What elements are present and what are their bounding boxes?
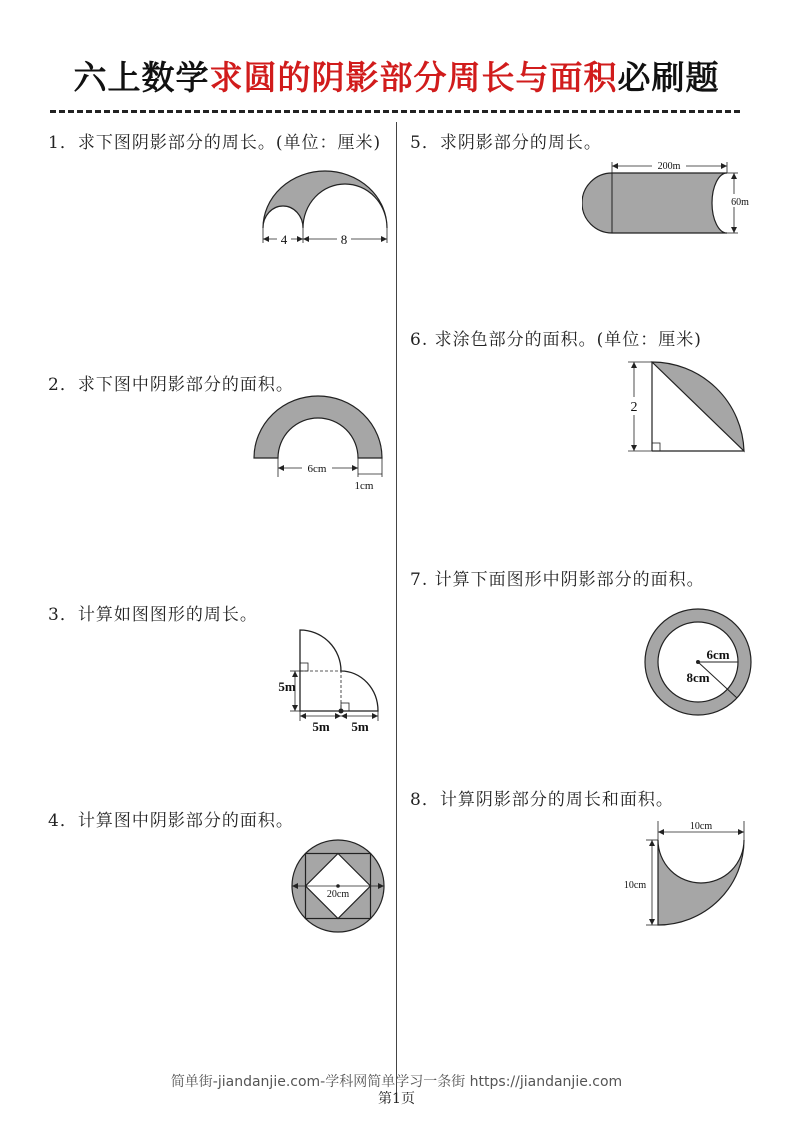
page-number: 第1页 bbox=[378, 1091, 415, 1107]
q5-label-60m: 60m bbox=[731, 197, 749, 208]
figure-5 bbox=[582, 155, 757, 240]
q2-label-6cm: 6cm bbox=[307, 463, 327, 475]
question-6-text: 6. 求涂色部分的面积。(单位：厘米) bbox=[410, 330, 702, 350]
title-part-2: 必刷题 bbox=[617, 58, 720, 97]
figure-8 bbox=[618, 815, 753, 935]
q2-label-1cm: 1cm bbox=[354, 480, 374, 492]
figure-7 bbox=[640, 602, 760, 722]
title-divider bbox=[50, 110, 740, 113]
q7-label-8cm: 8cm bbox=[686, 670, 710, 685]
question-5-text: 5．求阴影部分的周长。 bbox=[410, 133, 602, 153]
figure-1 bbox=[255, 165, 395, 250]
question-7-text: 7. 计算下面图形中阴影部分的面积。 bbox=[410, 570, 705, 590]
source-footer: 简单街-jiandanjie.com-学科网简单学习一条街 https://jiandanjie.com bbox=[170, 1074, 623, 1090]
question-2-text: 2．求下图中阴影部分的面积。 bbox=[48, 375, 294, 395]
column-divider bbox=[396, 122, 397, 1100]
q3-label-base-right: 5m bbox=[351, 719, 369, 734]
q8-label-top-10cm: 10cm bbox=[689, 821, 713, 832]
figure-3 bbox=[270, 625, 390, 740]
page-title bbox=[0, 52, 793, 99]
figure-6 bbox=[620, 355, 750, 460]
question-4-text: 4．计算图中阴影部分的面积。 bbox=[48, 811, 294, 831]
q6-label-2: 2 bbox=[630, 400, 638, 415]
q3-label-height: 5m bbox=[278, 679, 296, 694]
q3-label-base-left: 5m bbox=[312, 719, 330, 734]
q4-label-20cm: 20cm bbox=[326, 889, 350, 900]
q8-label-side-10cm: 10cm bbox=[623, 880, 647, 891]
title-part-1: 六上数学 bbox=[73, 58, 210, 97]
question-3-text: 3．计算如图图形的周长。 bbox=[48, 605, 258, 625]
question-8-text: 8．计算阴影部分的周长和面积。 bbox=[410, 790, 674, 810]
figure-2 bbox=[248, 395, 388, 495]
figure-4 bbox=[285, 833, 395, 943]
q5-label-200m: 200m bbox=[657, 161, 681, 172]
q1-label-4: 4 bbox=[280, 232, 288, 247]
title-part-highlight: 求圆的阴影部分周长与面积 bbox=[209, 58, 618, 97]
q1-label-8: 8 bbox=[340, 232, 348, 247]
question-1-text: 1．求下图阴影部分的周长。(单位：厘米) bbox=[48, 133, 382, 153]
q7-label-6cm: 6cm bbox=[706, 647, 730, 662]
